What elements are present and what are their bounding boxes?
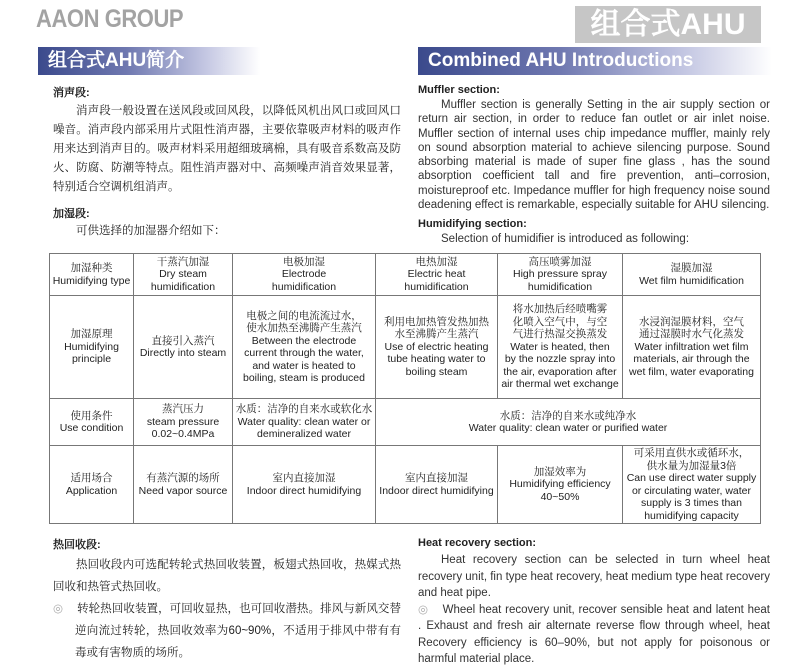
product-badge: 组合式AHU	[575, 6, 761, 43]
zh-heat-block	[53, 536, 401, 664]
table-cell: 水质：洁净的自来水或纯净水 Water quality: clean water or purified water	[376, 399, 761, 446]
section-banner-zh: 组合式AHU简介	[38, 47, 260, 75]
zh-heat-text: 热回收段内可选配转轮式热回收装置，板翅式热回收，热媒式热回收和热管式热回收。	[53, 559, 401, 593]
bullet-icon: ◎	[53, 603, 64, 615]
table-cell: 室内直接加湿 Indoor direct humidifying	[233, 446, 376, 524]
en-humid-title: Humidifying section:	[418, 218, 527, 230]
table-cell: 室内直接加湿 Indoor direct humidifying	[376, 446, 498, 524]
table-cell: 湿膜加湿 Wet film humidification	[623, 254, 761, 296]
en-heat-block	[418, 537, 770, 668]
brand-logo-text: AAON GROUP	[36, 5, 184, 33]
table-cell: 直接引入蒸汽 Directly into steam	[134, 296, 233, 399]
table-cell: 蒸汽压力 steam pressure 0.02~0.4MPa	[134, 399, 233, 446]
table-cell: 使用条件 Use condition	[50, 399, 134, 446]
en-humid-text: Selection of humidifier is introduced as following:	[441, 233, 690, 245]
humidifier-table	[49, 253, 761, 524]
table-cell: 将水加热后经喷嘴雾 化喷入空气中，与空 气进行热湿交换蒸发 Water is heated, then by the nozzle spray into the air, evaporation after air thermal wet exchange	[498, 296, 623, 399]
zh-heat-title: 热回收段:	[53, 539, 101, 551]
table-cell: 干蒸汽加湿 Dry steam humidification	[134, 254, 233, 296]
en-humid-block	[418, 218, 770, 246]
en-muffler-text: Muffler section is generally Setting in the air supply section or return air section, in order to reduce fan outlet or air inlet noise. Muffler section of internal uses chip impedance muffler, mainly rely on sound absorption material to achieve silencing purpose. Sound absorbing material is made of super fine glass , has the sound absorption coefficient tall and fire prevention, anti–corrosion, moistureproof etc. Impedance muffler for high frequency noise sound deadening effect is remarkable, especially suitable for AHU silencing.	[418, 99, 770, 212]
zh-humid-text: 可供选择的加湿器介绍如下：	[76, 225, 226, 237]
zh-heat-bullet-text: 转轮热回收装置，可回收显热，也可回收潜热。排风与新风交替逆向流过转轮，热回收效率为60~90%，不适用于排风中带有有毒或有害物质的场所。	[75, 603, 401, 659]
zh-humid-block	[53, 205, 401, 239]
table-cell: 电热加湿 Electric heat humidification	[376, 254, 498, 296]
en-muffler-block	[418, 84, 770, 212]
table-cell: 加湿原理 Humidifying principle	[50, 296, 134, 399]
table-row	[50, 254, 761, 296]
en-heat-bullet-text: Wheel heat recovery unit, recover sensible heat and latent heat . Exhaust and fresh air alternate reverse flow through wheel, heat Recovery efficiency is 60–90%, but not apply for poisonous or harmful material place.	[418, 603, 770, 665]
table-cell: 加湿效率为 Humidifying efficiency 40~50%	[498, 446, 623, 524]
table-cell: 利用电加热管发热加热 水至沸腾产生蒸汽 Use of electric heating tube heating water to boiling steam	[376, 296, 498, 399]
zh-muffler-text: 消声段一般设置在送风段或回风段，以降低风机出风口或回风口噪音。消声段内部采用片式阻性消声器，主要依靠吸声材料的吸声作用来达到消声目的。吸声材料采用超细玻璃棉，具有吸音系数高及防火、防腐、防潮等特点。阻性消声器对中、高频噪声消音效果显著，特别适合空调机组消声。	[53, 105, 401, 193]
bullet-icon: ◎	[418, 603, 429, 616]
table-row	[50, 399, 761, 446]
zh-heat-bullet	[53, 598, 401, 664]
table-row	[50, 296, 761, 399]
zh-humid-title: 加湿段:	[53, 208, 90, 220]
table-cell: 电极加湿 Electrode humidification	[233, 254, 376, 296]
table-cell: 水浸润湿膜材料，空气 通过湿膜时水气化蒸发 Water infiltration wet film materials, air through the wet film, water evaporating	[623, 296, 761, 399]
en-heat-title: Heat recovery section:	[418, 537, 536, 549]
table-row	[50, 446, 761, 524]
zh-muffler-block	[53, 84, 401, 197]
table-cell: 电极之间的电流流过水， 使水加热至沸腾产生蒸汽 Between the electrode current through the water, and water is heated to boiling, steam is produced	[233, 296, 376, 399]
table-cell: 水质：洁净的自来水或软化水 Water quality: clean water or demineralized water	[233, 399, 376, 446]
table-cell: 适用场合 Application	[50, 446, 134, 524]
section-banner-en: Combined AHU Introductions	[418, 47, 772, 75]
table-cell: 加湿种类 Humidifying type	[50, 254, 134, 296]
en-heat-bullet	[418, 602, 770, 668]
table-cell: 可采用直供水或循环水， 供水量为加湿量3倍 Can use direct water supply or circulating water, water supply is 3 times than humidifying capacity	[623, 446, 761, 524]
en-muffler-title: Muffler section:	[418, 84, 500, 96]
table-cell: 有蒸汽源的场所 Need vapor source	[134, 446, 233, 524]
zh-muffler-title: 消声段:	[53, 87, 90, 99]
table-cell: 高压喷雾加湿 High pressure spray humidification	[498, 254, 623, 296]
en-heat-text: Heat recovery section can be selected in turn wheel heat recovery unit, fin type heat recovery, heat medium type heat recovery and heat pipe.	[418, 554, 770, 599]
